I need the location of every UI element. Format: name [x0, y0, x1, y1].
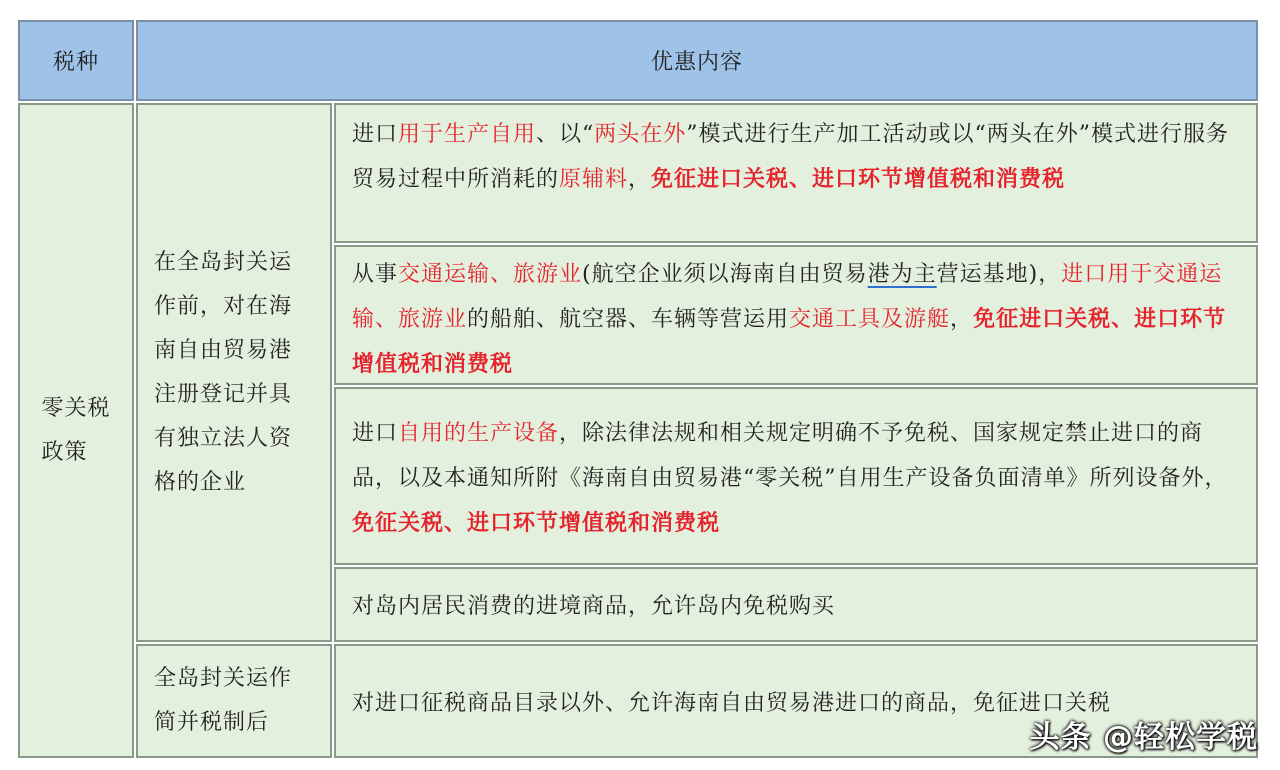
highlight-text: 原辅料	[559, 167, 629, 192]
header-benefit-content	[136, 20, 1258, 101]
text-segment: ，	[950, 307, 974, 332]
exemption-text: 免征进口关税、进口环节增值税和消费税	[651, 166, 1066, 192]
text-segment: 营运基地)，	[936, 262, 1062, 287]
highlight-text: 用于生产自用	[398, 122, 537, 147]
benefit-row-transport-tourism	[334, 245, 1258, 385]
condition-1-line: 南自由贸易港	[154, 337, 293, 363]
watermark: 头条 @轻松学税	[1029, 720, 1258, 755]
condition-1-line: 注册登记并具	[154, 381, 293, 407]
header-tax-type-label: 税种	[52, 50, 99, 75]
text-segment: 从事	[352, 262, 399, 287]
condition-1-line: 格的企业	[154, 469, 247, 495]
condition-2-line: 全岛封关运作	[154, 666, 293, 691]
header-benefit-content-label: 优惠内容	[650, 50, 743, 75]
import-goods-text: 对进口征税商品目录以外、允许海南自由贸易港进口的商品，免征进口关税	[352, 690, 1112, 716]
highlight-text: 进口用于交通运输、旅游业	[352, 262, 1223, 332]
highlight-text: 两头在外	[594, 122, 687, 147]
tax-type-cell	[18, 103, 134, 758]
highlight-text: 交通运输、旅游业	[398, 262, 583, 287]
text-segment: 进口	[352, 421, 399, 446]
resident-consumption-text: 对岛内居民消费的进境商品，允许岛内免税购买	[352, 594, 836, 619]
text-segment: ”模式进行生产加工活动或以“两头在外”模式进行服务贸易过程中所消耗的	[352, 122, 1230, 192]
underlined-text: 港为主	[867, 262, 937, 287]
condition-before-closure-cell	[136, 103, 332, 642]
tax-type-line-1: 零关税	[41, 395, 111, 421]
benefit-row-resident-consumption	[334, 567, 1258, 642]
text-segment: 、以“	[536, 122, 595, 147]
text-segment: 进口	[352, 122, 399, 147]
condition-1-line: 作前，对在海	[154, 293, 293, 319]
benefit-row-raw-materials	[334, 103, 1258, 243]
text-segment: ，	[628, 167, 652, 192]
highlight-text: 自用的生产设备	[398, 421, 560, 446]
text-segment: 的船舶、航空器、车辆等营运用	[467, 307, 790, 332]
text-segment: (航空企业须以海南自由贸易	[582, 262, 868, 287]
header-tax-type	[18, 20, 134, 101]
text-segment: ，除法律法规和相关规定明确不予免税、国家规定禁止进口的商品，以及本通知所附《海南自由贸易港“零关税”自用生产设备负面清单》所列设备外，	[352, 421, 1228, 491]
condition-1-line: 有独立法人资	[154, 425, 293, 451]
condition-after-closure-cell	[136, 644, 332, 758]
condition-2-line: 简并税制后	[154, 710, 270, 735]
highlight-text: 交通工具及游艇	[789, 307, 951, 332]
exemption-text: 免征进口关税、进口环节增值税和消费税	[352, 306, 1227, 377]
tax-type-line-2: 政策	[41, 439, 88, 465]
exemption-text: 免征关税、进口环节增值税和消费税	[352, 510, 721, 536]
benefit-row-production-equipment	[334, 387, 1258, 565]
condition-1-line: 在全岛封关运	[154, 249, 293, 275]
